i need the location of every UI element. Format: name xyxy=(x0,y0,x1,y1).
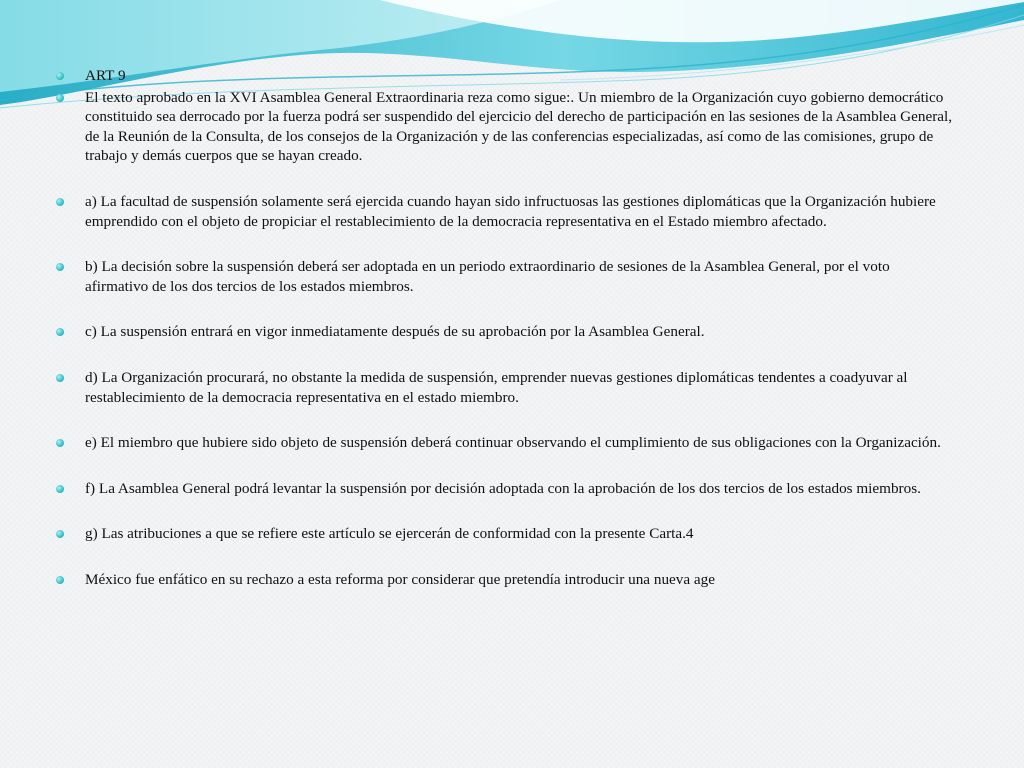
bullet-list xyxy=(56,66,956,590)
bullet-text: e) El miembro que hubiere sido objeto de suspensión deberá continuar observando el cumplimiento de sus obligaciones con la Organización. xyxy=(85,434,941,452)
bullet-text: a) La facultad de suspensión solamente será ejercida cuando hayan sido infructuosas las gestiones diplomáticas que la Organización hubiere emprendido con el objeto de propiciar el restablecimiento de la democracia representativa en el Estado miembro afectado. xyxy=(85,192,936,230)
circle-bullet-icon xyxy=(56,485,64,493)
bullet-item xyxy=(56,88,956,166)
bullet-text: f) La Asamblea General podrá levantar la suspensión por decisión adoptada con la aprobación de los dos tercios de los estados miembros. xyxy=(85,479,921,497)
bullet-text: c) La suspensión entrará en vigor inmediatamente después de su aprobación por la Asamblea General. xyxy=(85,323,705,341)
circle-bullet-icon xyxy=(56,198,64,206)
bullet-item xyxy=(56,322,956,342)
bullet-item xyxy=(56,570,956,590)
bullet-text: d) La Organización procurará, no obstante la medida de suspensión, emprender nuevas gestiones diplomáticas tendentes a coadyuvar al restablecimiento de la democracia representativa en el estado miembro. xyxy=(85,368,908,406)
circle-bullet-icon xyxy=(56,263,64,271)
bullet-text: b) La decisión sobre la suspensión deberá ser adoptada en un periodo extraordinario de sesiones de la Asamblea General, por el voto afirmativo de los dos tercios de los estados miembros. xyxy=(85,258,890,295)
bullet-item xyxy=(56,433,956,453)
bullet-text: México fue enfático en su rechazo a esta reforma por considerar que pretendía introducir una nueva age xyxy=(85,570,715,588)
bullet-item xyxy=(56,66,956,86)
circle-bullet-icon xyxy=(56,328,64,336)
slide-body xyxy=(56,66,956,590)
bullet-item xyxy=(56,368,956,407)
bullet-item xyxy=(56,192,956,231)
bullet-item xyxy=(56,479,956,499)
circle-bullet-icon xyxy=(56,94,64,102)
bullet-text: El texto aprobado en la XVI Asamblea General Extraordinaria reza como sigue:. Un miembro de la Organización cuyo gobierno democrático constituido sea derrocado por la fuerza podrá ser suspendido del ejercicio del derecho de participación en las sesiones de la Asamblea General, de la Reunión de la Consulta, de los consejos de la Organización y de las conferencias especializadas, así como de las comisiones, grupo de trabajo y demás cuerpos que se hayan creado. xyxy=(85,88,953,165)
bullet-text: g) Las atribuciones a que se refiere este artículo se ejercerán de conformidad con la presente Carta.4 xyxy=(85,525,694,543)
circle-bullet-icon xyxy=(56,439,64,447)
circle-bullet-icon xyxy=(56,374,64,382)
bullet-item xyxy=(56,257,956,296)
circle-bullet-icon xyxy=(56,72,64,80)
bullet-item xyxy=(56,524,956,544)
bullet-text: ART 9 xyxy=(85,67,126,84)
circle-bullet-icon xyxy=(56,530,64,538)
circle-bullet-icon xyxy=(56,576,64,584)
